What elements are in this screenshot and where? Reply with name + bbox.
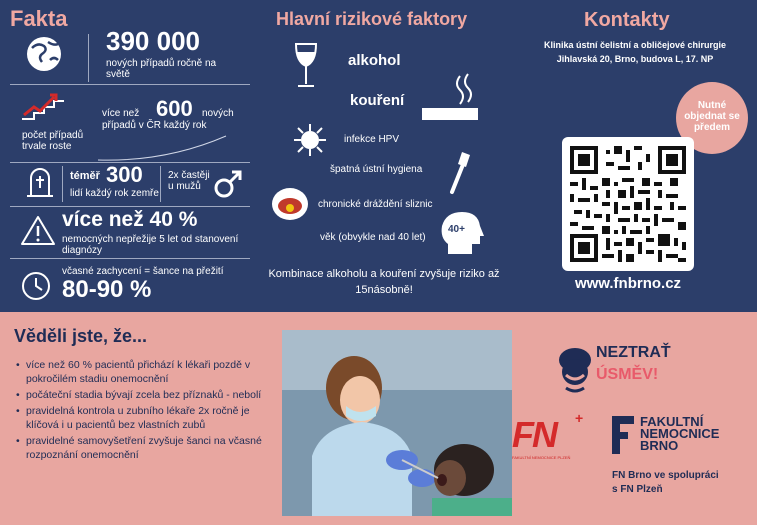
fn-brno-mark-icon (612, 416, 634, 454)
booking-badge: Nutné objednat se předem (676, 82, 748, 154)
stat-world-text: nových případů ročně na světě (106, 58, 217, 80)
globe-icon (24, 34, 64, 74)
coop-line-2: s FN Plzeň (612, 484, 663, 495)
stat-cz-prefix: více než (102, 108, 140, 119)
wine-glass-icon (292, 42, 320, 92)
toothbrush-icon (446, 150, 474, 196)
stat-cz-text: případů v ČR každý rok (102, 120, 207, 131)
stat-death-prefix: téměř (70, 170, 100, 182)
fn-brno-logo (640, 416, 719, 452)
risk-alcohol: alkohol (348, 52, 401, 69)
age-badge: 40+ (448, 224, 465, 235)
qr-pattern (570, 145, 686, 263)
divider (10, 258, 250, 259)
dentist-illustration (282, 330, 512, 516)
fn-brno-line-1: FAKULTNÍ (640, 414, 704, 429)
campaign-line-2: ÚSMĚV! (596, 366, 659, 383)
stat-death-value: 300 (106, 162, 143, 187)
rising-chart-icon (16, 89, 68, 129)
did-you-know-list (16, 358, 274, 464)
stat-early-value: 80-90 % (62, 276, 152, 303)
fn-plzen-logo (512, 414, 556, 455)
divider-vertical (160, 166, 161, 202)
dentist-photo (282, 330, 512, 516)
warning-icon (20, 214, 56, 246)
fn-brno-line-3: BRNO (640, 438, 679, 453)
men-text: 2x častěji u mužů (168, 170, 210, 192)
qr-code[interactable] (562, 137, 694, 271)
virus-icon (292, 122, 328, 158)
contact-address: Jihlavská 20, Brno, budova L, 17. NP (556, 54, 714, 64)
open-mouth-icon (270, 186, 310, 222)
gravestone-icon (26, 168, 54, 198)
cigarette-icon (420, 72, 482, 124)
campaign-line-1: NEZTRAŤ (596, 344, 671, 361)
stat-survival-text: nemocných nepřežije 5 let od stanovení diagnózy (62, 234, 239, 256)
list-item: • pravidelná kontrola u zubního lékaře 2x ročně je klíčová i u pacientů bez vlastních zubů (16, 404, 274, 432)
fakta-title: Fakta (10, 6, 68, 31)
curved-arrow-line (96, 132, 236, 162)
did-you-know-title: Věděli jste, že... (14, 326, 148, 346)
risk-title: Hlavní rizikové faktory (276, 9, 468, 29)
list-item: • více než 60 % pacientů přichází k lékaři pozdě v pokročilém stadiu onemocnění (16, 358, 274, 386)
divider-vertical (62, 166, 63, 202)
stat-world-value: 390 000 (106, 26, 200, 56)
divider (10, 84, 250, 85)
list-item: • počáteční stadia bývají zcela bez příznaků - nebolí (16, 388, 274, 402)
risk-combo-text: Kombinace alkoholu a kouření zvyšuje riziko až 15násobně! (268, 268, 500, 296)
risk-age: věk (obvykle nad 40 let) (320, 232, 426, 243)
risk-irritation: chronické dráždění sliznic (318, 199, 433, 210)
cooperation-text (612, 469, 719, 497)
list-item: • pravidelné samovyšetření zvyšuje šanci na včasné rozpoznání onemocnění (16, 434, 274, 462)
stat-survival-value: více než 40 % (62, 208, 198, 231)
clock-icon (20, 270, 52, 302)
bottom-panel (0, 312, 757, 525)
contact-title: Kontakty (584, 9, 670, 31)
risk-hygiene: špatná ústní hygiena (330, 164, 423, 175)
fn-brno-line-2: NEMOCNICE (640, 426, 720, 441)
male-symbol-icon (212, 168, 244, 200)
fn-plzen-mark: FN (512, 414, 556, 455)
fn-plzen-name: FAKULTNÍ NEMOCNICE PLZEŇ (512, 455, 571, 460)
contact-clinic: Klinika ústní čelistní a obličejové chirurgie (543, 40, 727, 50)
trend-caption: počet případů trvale roste (22, 130, 84, 152)
stat-cz-value: 600 (156, 96, 193, 121)
divider-vertical (88, 34, 89, 82)
risk-hpv: infekce HPV (344, 134, 400, 145)
risk-smoking: kouření (350, 92, 405, 109)
divider (10, 206, 250, 207)
plus-icon: + (575, 410, 584, 426)
coop-line-1: FN Brno ve spolupráci (612, 470, 719, 481)
campaign-slogan (596, 342, 671, 386)
stat-death-text: lidí každý rok zemře (70, 188, 159, 199)
stat-early-text: včasné zachycení = šance na přežití (62, 266, 224, 277)
smiling-face-icon (556, 344, 594, 394)
stat-cz-suffix: nových (202, 108, 234, 119)
website-link[interactable]: www.fnbrno.cz (574, 275, 682, 292)
